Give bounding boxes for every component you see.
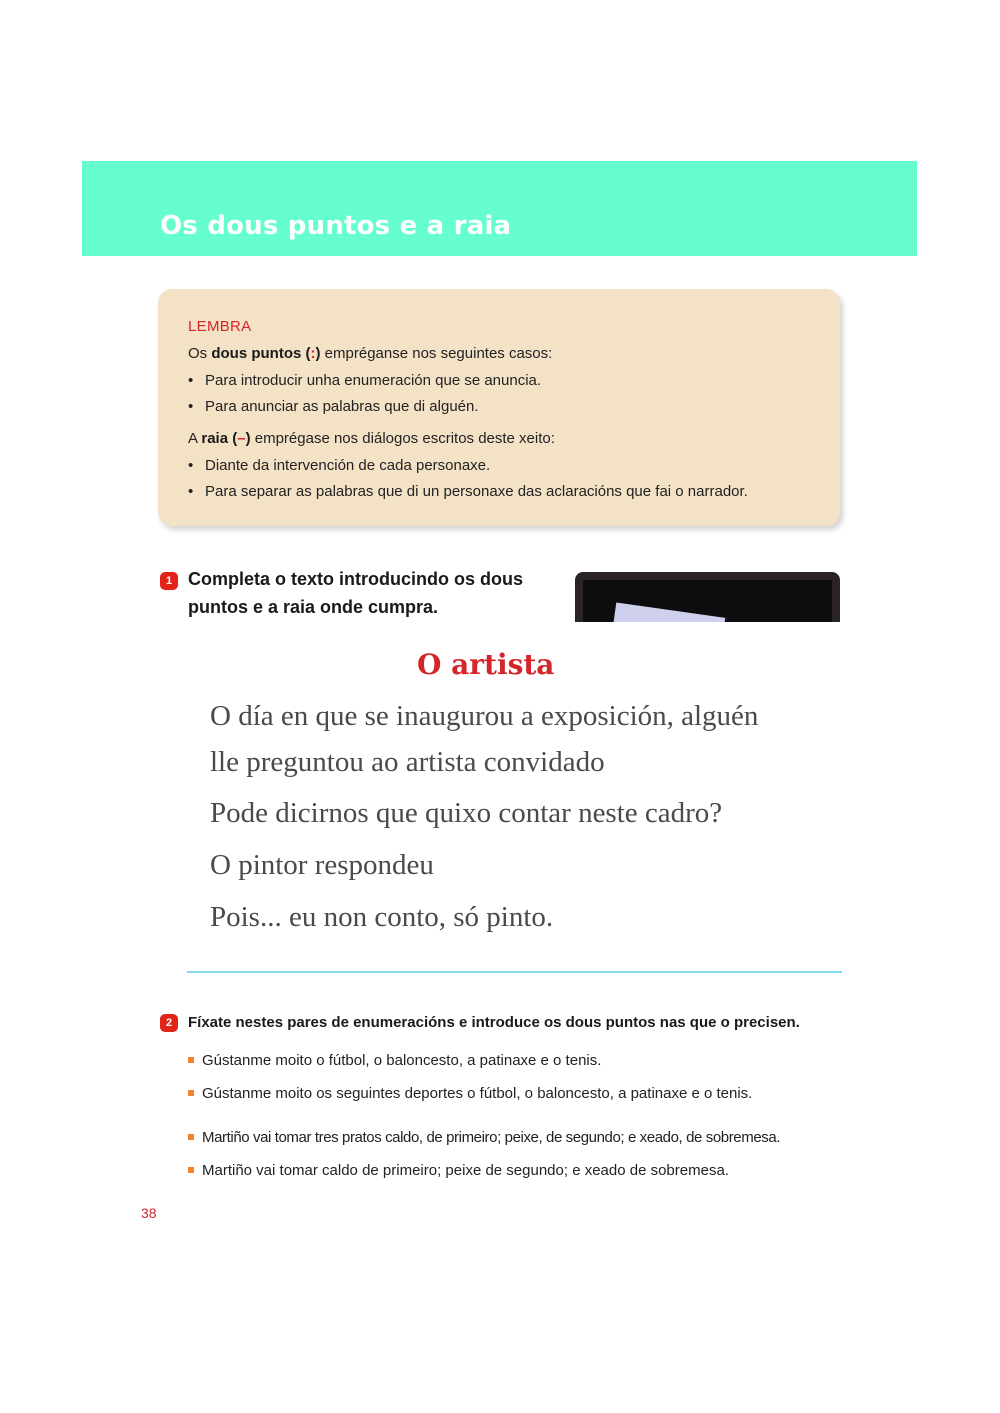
paren: ) bbox=[245, 430, 251, 447]
bullet-text: Para anunciar as palabras que di alguén. bbox=[205, 398, 479, 415]
term-raia: raia bbox=[201, 430, 229, 447]
activity-1-number-badge: 1 bbox=[160, 572, 178, 590]
dash-symbol: – bbox=[237, 430, 246, 447]
story-line: Pois... eu non conto, só pinto. bbox=[210, 901, 554, 933]
paren: ( bbox=[301, 345, 311, 362]
text: emprégase nos diálogos escritos deste xeito: bbox=[250, 430, 555, 447]
lembra-bullet: • Para introducir unha enumeración que se anuncia. bbox=[188, 372, 542, 389]
lembra-bullet: • Para separar as palabras que di un personaxe das aclaracións que fai o narrador. bbox=[188, 483, 748, 500]
bullet-text: Para introducir unha enumeración que se anuncia. bbox=[205, 372, 542, 389]
lembra-box bbox=[158, 289, 840, 526]
painting-canvas bbox=[583, 580, 832, 622]
page-title: Os dous puntos e a raia bbox=[160, 211, 512, 241]
story-line: O pintor respondeu bbox=[210, 849, 434, 881]
text: Os bbox=[188, 345, 212, 362]
square-bullet-icon bbox=[188, 1057, 194, 1063]
text: A bbox=[188, 430, 202, 447]
story-text-box bbox=[187, 622, 842, 973]
square-bullet-icon bbox=[188, 1134, 194, 1140]
header-band bbox=[82, 161, 917, 256]
activity-2-number-badge: 2 bbox=[160, 1014, 178, 1032]
item-text: Gústanme moito o fútbol, o baloncesto, a patinaxe e o tenis. bbox=[202, 1052, 602, 1069]
story-line: O día en que se inaugurou a exposición, alguén bbox=[210, 700, 759, 732]
enumeration-item bbox=[188, 1085, 752, 1102]
lembra-intro-colon bbox=[188, 345, 552, 362]
item-text: Martiño vai tomar tres pratos caldo, de primeiro; peixe, de segundo; e xeado, de sobremesa. bbox=[202, 1129, 781, 1146]
enumeration-item bbox=[188, 1052, 601, 1069]
story-title: O artista bbox=[417, 648, 555, 681]
item-text: Martiño vai tomar caldo de primeiro; peixe de segundo; e xeado de sobremesa. bbox=[202, 1162, 729, 1179]
story-line: Pode dicirnos que quixo contar neste cadro? bbox=[210, 797, 723, 829]
term-dous-puntos: dous puntos bbox=[211, 345, 302, 362]
text: empréganse nos seguintes casos: bbox=[320, 345, 553, 362]
paren: ) bbox=[315, 345, 321, 362]
item-text: Gústanme moito os seguintes deportes o fútbol, o baloncesto, a patinaxe e o tenis. bbox=[202, 1085, 753, 1102]
activity-2-instruction: Fíxate nestes pares de enumeracións e introduce os dous puntos nas que o precisen. bbox=[188, 1014, 800, 1031]
lembra-bullet: • Diante da intervención de cada personaxe. bbox=[188, 457, 491, 474]
enumeration-item bbox=[188, 1129, 780, 1146]
paren: ( bbox=[228, 430, 238, 447]
page-number: 38 bbox=[141, 1205, 157, 1221]
colon-symbol: : bbox=[310, 345, 316, 362]
activity-1-instruction: Completa o texto introducindo os dous puntos e a raia onde cumpra. bbox=[188, 569, 523, 617]
lembra-bullet: • Para anunciar as palabras que di alguén. bbox=[188, 398, 479, 415]
story-line: lle preguntou ao artista convidado bbox=[210, 746, 605, 778]
bullet-text: Diante da intervención de cada personaxe. bbox=[205, 457, 491, 474]
square-bullet-icon bbox=[188, 1167, 194, 1173]
lembra-heading: LEMBRA bbox=[188, 318, 252, 335]
lembra-intro-dash bbox=[188, 430, 555, 447]
enumeration-item bbox=[188, 1162, 729, 1179]
bullet-text: Para separar as palabras que di un personaxe das aclaracións que fai o narrador. bbox=[205, 483, 748, 500]
painting-image bbox=[575, 572, 840, 622]
square-bullet-icon bbox=[188, 1090, 194, 1096]
painting-sheet bbox=[611, 603, 725, 622]
